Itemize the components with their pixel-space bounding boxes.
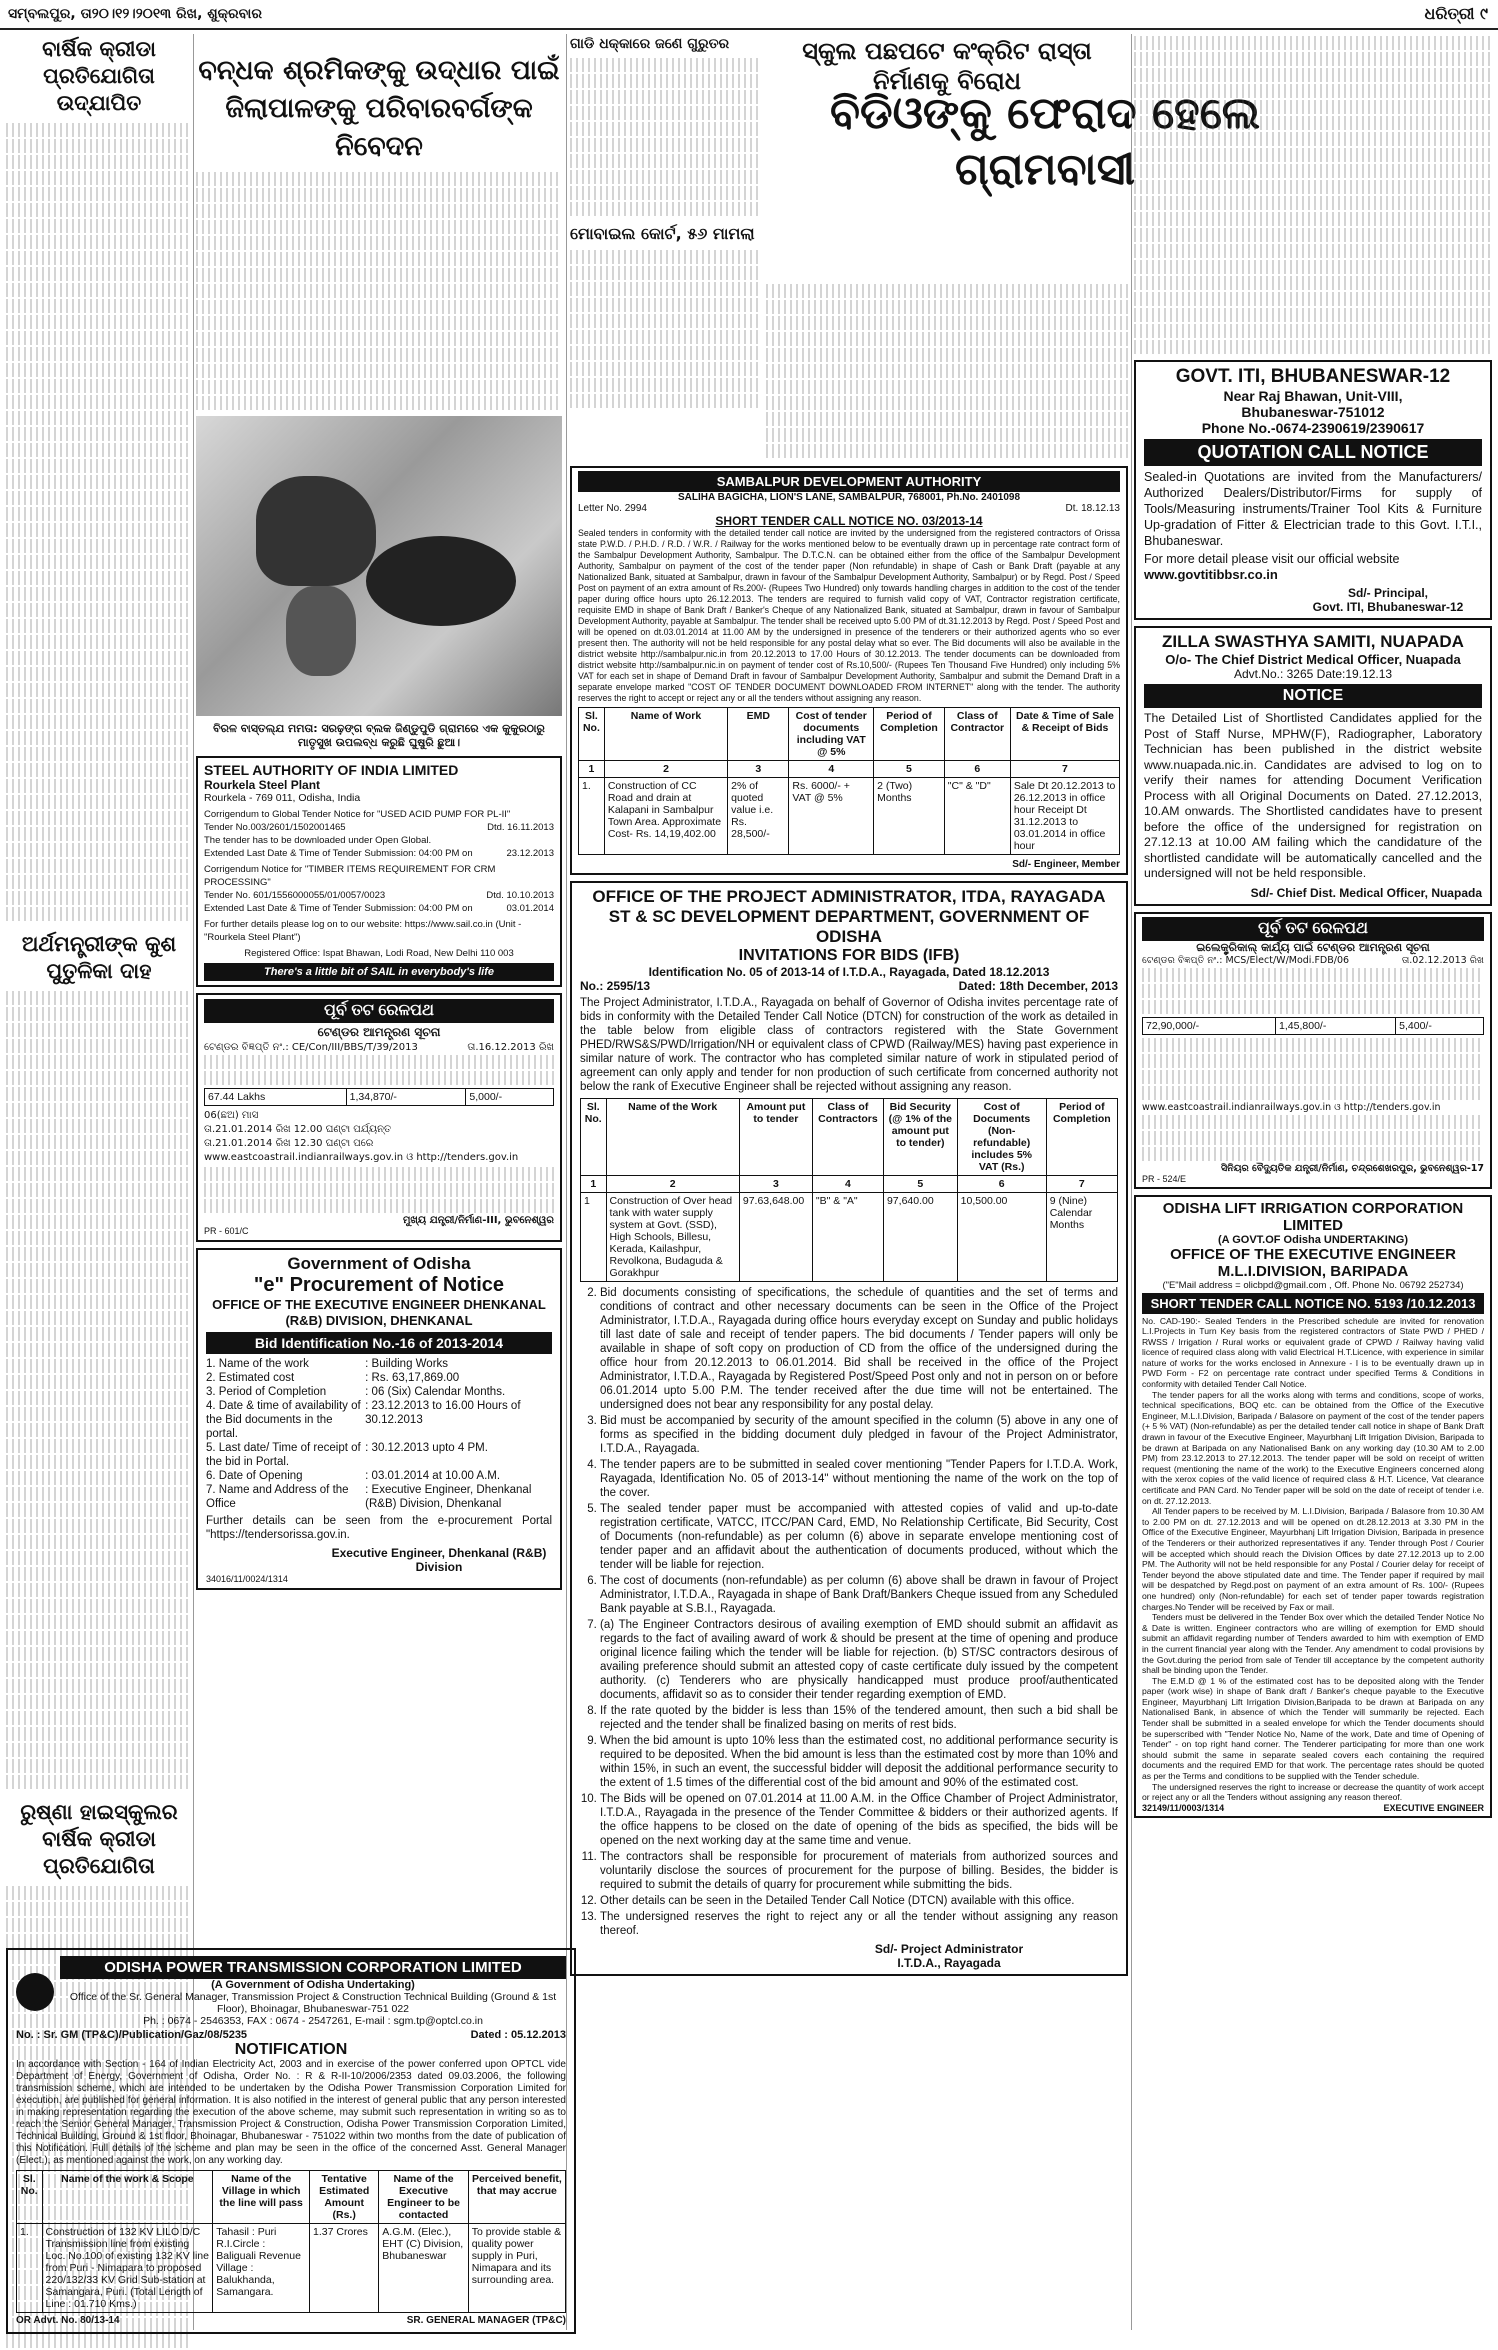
table-row — [17, 2224, 566, 2313]
olic-text-3: All Tender papers to be received by M. L.I.Division, Baripada / Balasore from 10.30 AM to 2.00 PM on dt. 27.12.2013 and will be opened on dt.28.12.2013 at 3.30 PM in the Office of the Executive Engineer, Mayurbhanj Lift Irrigation Division, Baripada in presence of the Tenderers or their authorized representatives if any. Tender through Post / Courier will be accepted which should reach the Division Offices by date 27.12.2013 up to 2.00 PM. The Authority will not be held responsible for any Postal / Courier delay for receipt of Tender beyond the above stipulated date and time. The Tender paper if required by mail will be despatched by Regd.post on payment of an extra amount of Rs. 100/- (Rupees one hundred) only (Non-refundable) for each set of tender paper towards registration charges.No Tender will be received by Fax or mail. — [1142, 1506, 1484, 1612]
table-cell: 1.37 Crores — [310, 2224, 379, 2313]
ecor2-website: www.eastcoastrail.indianrailways.gov.in ଓ http://tenders.gov.in — [1142, 1101, 1441, 1113]
table-header: Sl. No. — [17, 2171, 43, 2224]
table-column-number: 5 — [883, 1176, 957, 1193]
table-cell: Construction of CC Road and drain at Kalapani in Sambalpur Town Area. Approximate Cost- Rs. 14,19,402.00 — [604, 778, 727, 855]
detail-row — [206, 1399, 552, 1441]
table-cell: 2% of quoted value i.e. Rs. 28,500/- — [728, 778, 789, 855]
detail-row — [206, 1469, 552, 1483]
detail-value: : 06 (Six) Calendar Months. — [365, 1386, 506, 1398]
condition-item: 11. The contractors shall be responsible for procurement of materials from authorized sources and voluntarily disclose the sources of procurement for the purpose of billing. Besides, the bidder is required to submit the details of quarry for procurement while submitting the bids. — [600, 1850, 1118, 1892]
olic-subtitle: (A GOVT.OF Odisha UNDERTAKING) — [1217, 1233, 1409, 1246]
sda-title: SAMBALPUR DEVELOPMENT AUTHORITY — [578, 471, 1120, 492]
optcl-heading: NOTIFICATION — [234, 2041, 348, 2058]
condition-item: 5. The sealed tender paper must be accompanied with attested copies of valid and up-to-date registration certificate, VATCC, ITCC/PAN Card, EMD, No Relationship Certificate, Bid Security, Cost of Documents (non-refundable) as per column (6) above in separate envelope mentioning cost of tender paper and an affidavit about the authentication of documents produced, without which the tender will be liable for rejection. — [600, 1502, 1118, 1572]
detail-key: 2. Estimated cost — [206, 1372, 295, 1384]
table-column-number: 7 — [1046, 1176, 1117, 1193]
olic-text-6: The undersigned reserves the right to increase or decrease the quantity of work accept or reject any or all the Tenders without assigning any reason thereof. — [1142, 1781, 1484, 1803]
table-cell: A.G.M. (Elec.), EHT (C) Division, Bhubaneswar — [379, 2224, 468, 2313]
table-cell: Sale Dt 20.12.2013 to 26.12.2013 in office hour Receipt Dt 31.12.2013 to 03.01.2014 in office hour — [1010, 778, 1119, 855]
table-cell: 10,500.00 — [957, 1193, 1046, 1282]
itda-table — [580, 1098, 1118, 1282]
sail-tender-2: Corrigendum Notice for "TIMBER ITEMS REQUIREMENT FOR CRM PROCESSING" — [204, 864, 496, 888]
condition-item: 9. When the bid amount is upto 10% less than the estimated cost, no additional performance security is required to be deposited. When the bid amount is less than the estimated cost by more than 10% and within 15%, in such an event, the successful bidder will deposit the additional performance security to the extent of 1.5 times of the differential cost of the bid amount and 90% of the estimated cost. — [600, 1734, 1118, 1790]
ecor-notice-date: ତା.16.12.2013 ରିଖ — [467, 1042, 554, 1053]
dhenkanal-title: "e" Procurement of Notice — [253, 1274, 505, 1296]
dhenkanal-gov: Government of Odisha — [287, 1254, 471, 1273]
table-cell: 97.63,648.00 — [739, 1193, 812, 1282]
olic-office-1: OFFICE OF THE EXECUTIVE ENGINEER — [1170, 1245, 1456, 1263]
olic-contact: ("E"Mail address = olicbpd@gmail.com , Off. Phone No. 06792 252734) — [1162, 1279, 1464, 1291]
table-column-number: 5 — [874, 761, 945, 778]
ecor2-emd: 1,45,800/- — [1276, 1017, 1396, 1034]
optcl-ref: OR Advt. No. 80/13-14 — [16, 2315, 120, 2326]
ecor2-notice-no: ଟେଣ୍ଡର ବିଜ୍ଞପ୍ତି ନଂ.: MCS/Elect/W/Modi.FDB/06 — [1142, 954, 1350, 966]
zss-notice — [1134, 626, 1492, 906]
itda-dated: Dated: 18th December, 2013 — [958, 979, 1118, 993]
iti-heading: QUOTATION CALL NOTICE — [1144, 439, 1482, 466]
ecor-cost: 5,000/- — [466, 1089, 554, 1106]
itda-notice — [570, 881, 1128, 1976]
detail-value: : 30.12.2013 upto 4 PM. — [365, 1442, 488, 1454]
ecor-signatory: ମୁଖ୍ୟ ଯନ୍ତ୍ରୀ/ନିର୍ମାଣ-III, ଭୁବନେଶ୍ୱର — [402, 1215, 554, 1226]
ecor-opening: ତା.21.01.2014 ରିଖ 12.30 ଘଣ୍ଟା ପରେ — [204, 1138, 374, 1149]
ecor-subtitle: ଟେଣ୍ଡର ଆମନ୍ତ୍ରଣ ସୂଚନା — [317, 1025, 441, 1039]
optcl-notice — [6, 1948, 576, 2334]
dhenkanal-further: Further details can be seen from the e-procurement Portal "https://tendersorissa.gov.in. — [206, 1515, 552, 1541]
detail-row — [206, 1371, 552, 1385]
table-cell: 97,640.00 — [883, 1193, 957, 1282]
table-cell: 1. — [579, 778, 605, 855]
itda-department: ST & SC DEVELOPMENT DEPARTMENT, GOVERNMENT OF ODISHA — [608, 907, 1090, 946]
table-column-number: 4 — [789, 761, 874, 778]
sail-unit: Rourkela Steel Plant — [204, 778, 321, 792]
zss-text: The Detailed List of Shortlisted Candidates applied for the Post of Staff Nurse, MPHW(F), Radiographer, Laboratory Technician has been published in the district website www.nuapada.nic.in. Candidates are advised to log on to verify their names for attending Document Verification Process with all Original Documents on Dated. 27.12.2013, 10.AM onwards. The Shortlisted candidates have to present before the office of the undersigned for registration on 27.12.13 at 10.00 AM failing which the candidature of the shortlisted candidate will be automatically cancelled and the undersigned will not be held responsible. — [1144, 711, 1482, 880]
iti-address-2: Bhubaneswar-751012 — [1241, 404, 1385, 420]
zss-signatory: Sd/- Chief Dist. Medical Officer, Nuapada — [1250, 885, 1482, 900]
table-header: Sl. No. — [581, 1099, 607, 1176]
table-header: Bid Security (@ 1% of the amount put to tender) — [883, 1099, 957, 1176]
optcl-text: In accordance with Section - 164 of Indian Electricity Act, 2003 and in exercise of the power conferred upon OPTCL vide Department of Energy, Government of Odisha, Order No. : R & R-II-10/2006/2353 dated 09.03.2006, the following transmission scheme, which are intended to be undertaken by the Odisha Power Transmission Corporation Limited for execution, are published for general information. It is also notified in the interest of general public that any person interested in making representation regarding the execution of the above scheme, may submit such representation in writing so as to reach the Senior General Manager, Transmission Project & Construction, Odisha Power Transmission Corporation Limited, Technical Building, Ground & 1st floor, Bhoinagar, Bhubaneswar - 751022 within two months from the date of publication of this Notification. Full details of the scheme and plan may be seen in the office of the concerned Asst. General Manager (Elect.), as mentioned against the work, on any working day. — [16, 2059, 566, 2166]
sda-notice — [570, 466, 1128, 875]
condition-item: 8. If the rate quoted by the bidder is less than 15% of the tendered amount, then such a bid shall be rejected and the tender shall be finalized basing on merits of rest bids. — [600, 1704, 1118, 1732]
table-column-number: 4 — [812, 1176, 883, 1193]
table-cell: Rs. 6000/- + VAT @ 5% — [789, 778, 874, 855]
dog-figure — [256, 476, 376, 586]
iti-title: GOVT. ITI, BHUBANESWAR-12 — [1175, 366, 1451, 387]
sail-title: STEEL AUTHORITY OF INDIA LIMITED — [204, 762, 459, 778]
detail-row — [206, 1483, 552, 1511]
table-header: Name of Work — [604, 708, 727, 761]
itda-office: I.T.D.A., Rayagada — [897, 1956, 1001, 1970]
optcl-date: Dated : 05.12.2013 — [470, 2029, 566, 2041]
news-body — [6, 991, 192, 1789]
detail-row — [206, 1357, 552, 1371]
table-column-number: 7 — [1010, 761, 1119, 778]
olic-notice — [1134, 1195, 1492, 1818]
news-body — [6, 123, 192, 921]
table-column-number: 1 — [579, 761, 605, 778]
detail-key: 4. Date & time of availability of the Bid documents in the portal. — [206, 1400, 361, 1440]
zss-subtitle: O/o- The Chief District Medical Officer, Nuapada — [1165, 652, 1461, 667]
dhenkanal-details — [206, 1357, 552, 1511]
condition-item: 7. (a) The Engineer Contractors desirous of availing exemption of EMD should submit an affidavit as regards to the fact of availing award of work & should be present at the time of opening and produce original licence failing which the tender will be liable for rejection. (b) ST/SC contractors desirous of availing preference should submit an attested copy of caste certificate duly issued by the competent authority. (c) Tenderers who are physically handicapped must produce proof/authenticated documents, affidavit so as to consider their tender regarding exemption of EMD. — [600, 1618, 1118, 1702]
itda-conditions — [580, 1286, 1118, 1938]
table-column-number: 6 — [944, 761, 1010, 778]
column-rule — [1131, 34, 1132, 2330]
detail-key: 5. Last date/ Time of receipt of the bid in Portal. — [206, 1442, 361, 1468]
table-header: Name of the Executive Engineer to be contacted — [379, 2171, 468, 2224]
detail-value: : Executive Engineer, Dhenkanal (R&B) Division, Dhenkanal — [365, 1484, 532, 1510]
olic-title: ODISHA LIFT IRRIGATION CORPORATION LIMITED — [1162, 1199, 1464, 1234]
detail-key: 6. Date of Opening — [206, 1470, 303, 1482]
detail-key: 1. Name of the work — [206, 1358, 309, 1370]
zss-heading: NOTICE — [1144, 684, 1482, 708]
ecor-pr-no: PR - 601/C — [204, 1226, 249, 1236]
ecor-period: 06(ଛଅ) ମାସ — [204, 1110, 259, 1121]
sda-text: Sealed tenders in conformity with the detailed tender call notice are invited by the undersigned from the registered contractors of Orissa state P.W.D. / P.H.D. / R.D. / W.R. / Railway for the works mentioned below to be eventually drawn up in percentage rate contract form of the Sambalpur Development Authority, Sambalpur. The D.T.C.N. can be obtained either from the office of the Sambalpur Development Authority, Sambalpur on payment of the cost of the tender paper (Non refundable) in shape of Cash or Bank Draft (payable at any Nationalized Bank, situated at Sambalpur, drawn in favour of the Sambalpur Development Authority, Sambalpur) or by Regd. Post / Speed Post on payment of an extra amount of Rs.200/- (Rupees Two Hundred) only towards handling charges in addition to the cost of the tender paper during office hours upto 26.12.2013. The tenders are required to furnish valid copy of VAT, Contractor registration certificate, requisite EMD in shape of Bank Draft / Banker's Cheque of any Nationalized Bank, situated at Sambalpur, drawn in favour of Sambalpur Development Authority, payable at Sambalpur. The tender shall be received upto 5.00 PM of dt.31.12.2013 by Regd. Post / Speed Post and will be opened on dt.03.01.2014 at 11.00 AM by the undersigned in presence of the tenderers or their authorized agents who so ever present then. The authority will not be held responsible for any postal delay what so ever. The Bid documents will also be available in the district website http://sambalpur.nic.in from 20.12.2013 to 17.00 Hours of 30.12.2013. The tender documents can be downloaded from district website http://sambalpur.nic.in on payment of tender cost of Rs.10,500/- (Rupees Ten Thousand Five Hundred) only including 5% VAT for each set in shape of Demand Draft in favour of Sambalpur Development Authority, Sambalpur and submit the Demand Draft in a separate envelope marked "COST OF TENDER DOCUMENT DOWNLOADED FROM INTERNET" along with the tender. The authority reserves the right to accept or reject any or all the tenders without assigning any reason. — [578, 528, 1121, 703]
detail-row — [206, 1385, 552, 1399]
table-column-number: 1 — [581, 1176, 607, 1193]
dhenkanal-bid-id: Bid Identification No.-16 of 2013-2014 — [206, 1332, 552, 1354]
ecor-website: www.eastcoastrail.indianrailways.gov.in ଓ http://tenders.gov.in — [204, 1152, 519, 1163]
sail-tender-2-deadline: Extended Last Date & Time of Tender Submission: 04:00 PM on — [204, 903, 473, 914]
dhenkanal-signatory: Executive Engineer, Dhenkanal (R&B) Division — [331, 1546, 547, 1574]
table-header: Period of Completion — [1046, 1099, 1117, 1176]
sail-tender-2-deadline-date: 03.01.2014 — [506, 903, 554, 914]
sail-tender-1-deadline-date: 23.12.2013 — [506, 848, 554, 859]
olic-heading: SHORT TENDER CALL NOTICE NO. 5193 /10.12.2013 — [1142, 1293, 1484, 1314]
olic-text-2: The tender papers for all the works along with terms and conditions, scope of works, technical specifications, BOQ etc. can be obtained from the Office of the Executive Engineer, M.L.I.Division, Baripada / Balasore on payment of the cost of the tender papers (+ 5 % VAT) (Non-refundable) as per the detailed tender call notice in shape of Bank Draft drawn in favour of the Executive Engineer, Mayurbhanj Lift Irrigation Division, Baripada to be drawn at Baripada on any Nationalised Bank on any working day (10.30 AM to 2.00 PM) from 23.12.2013 to 27.12.2013. The tender paper will be sold on receipt of written request (mentioning the name of the work) to the Executive Engineers concerned along with the xerox copies of the valid licence of required class & H.T. Licence, Vat clearance certificate and PAN Card. No Tender paper will be sold on the date of receipt of tender i.e. on dt. 27.12.2013. — [1142, 1389, 1484, 1506]
itda-no: No.: 2595/13 — [580, 979, 651, 993]
sda-letter-no: Letter No. 2994 — [578, 503, 647, 514]
table-header: Class of Contractors — [812, 1099, 883, 1176]
news-headline: ରୁଷ୍ଣା ହାଇସ୍କୁଲର ବାର୍ଷିକ କ୍ରୀଡା ପ୍ରତିଯୋଗିତା — [20, 1800, 178, 1878]
iti-website: www.govtitibbsr.co.in — [1144, 567, 1278, 582]
optcl-logo — [16, 1973, 54, 2011]
itda-identification: Identification No. 05 of 2013-14 of I.T.D.A., Rayagada, Dated 18.12.2013 — [648, 965, 1050, 979]
condition-item: 4. The tender papers are to be submitted in sealed cover mentioning "Tender Papers for I.T.D.A. Work, Rayagada, Identification No. 05 of 2013-14" without mentioning the name of the work on the top of the cover. — [600, 1458, 1118, 1500]
table-cell: 2 (Two) Months — [874, 778, 945, 855]
ecor-emd: 1,34,870/- — [346, 1089, 466, 1106]
detail-row — [206, 1441, 552, 1469]
iti-more: For more detail please visit our official website — [1144, 552, 1400, 566]
sail-tender-1: Corrigendum to Global Tender Notice for "USED ACID PUMP FOR PL-II" — [204, 809, 511, 820]
table-cell: Tahasil : Puri R.I.Circle : Baliguali Revenue Village : Balukhanda, Samangara. — [213, 2224, 310, 2313]
table-header: Name of the Village in which the line will pass — [213, 2171, 310, 2224]
table-cell: Construction of 132 KV LILO D/C Transmission line from existing Loc. No.100 of existing 132 KV line from Puri - Nimapara to proposed 220/132/33 KV Grid Sub-station at Samangara, Puri. (Total Length of Line : 01.710 Kms.) — [42, 2224, 213, 2313]
sda-address: SALIHA BAGICHA, LION'S LANE, SAMBALPUR, 768001, Ph.No. 2401098 — [677, 492, 1021, 503]
optcl-title: ODISHA POWER TRANSMISSION CORPORATION LIMITED — [60, 1956, 566, 1979]
sail-tender-1-date: Dtd. 16.11.2013 — [487, 822, 554, 833]
itda-ifb: INVITATIONS FOR BIDS (IFB) — [738, 947, 960, 964]
table-header: Name of the work & Scope — [42, 2171, 213, 2224]
iti-notice — [1134, 360, 1492, 620]
dhenkanal-office: OFFICE OF THE EXECUTIVE ENGINEER DHENKANAL (R&B) DIVISION, DHENKANAL — [212, 1297, 546, 1328]
news-headline: ବାର୍ଷିକ କ୍ରୀଡା ପ୍ରତିଯୋଗିତା ଉଦ୍ଯାପିତ — [42, 37, 156, 115]
dhenkanal-ref: 34016/11/0024/1314 — [206, 1574, 288, 1584]
table-column-number: 2 — [606, 1176, 739, 1193]
sail-ad — [196, 756, 562, 987]
table-cell: 1. — [17, 2224, 43, 2313]
ecor2-pr-no: PR - 524/E — [1142, 1173, 1187, 1184]
column-2 — [196, 34, 562, 1596]
ecor2-signatory: ସିନିୟର ବୈଦ୍ୟୁତିକ ଯନ୍ତ୍ରୀ/ନିର୍ମାଣ, ଚନ୍ଦ୍ରଶେଖରପୁର, ଭୁବନେଶ୍ୱର-17 — [1220, 1162, 1484, 1174]
table-column-number: 6 — [957, 1176, 1046, 1193]
itda-signatory: Sd/- Project Administrator — [874, 1942, 1024, 1956]
photo-caption: ବିରଳ ବାସ୍ତଲ୍ଯ ମମତା: ସରଢ଼ଙ୍ଗ ବ୍ଲକ ଜିଣ୍ଡୁପୁଡି ଗ୍ରାମରେ ଏକ କୁକୁରଠାରୁ ମାତୃସୁଖ ଉପଲବ୍ଧ କରୁଛି ଘୁଷୁରି ଛୁଆ। — [213, 722, 545, 749]
sda-heading: SHORT TENDER CALL NOTICE NO. 03/2013-14 — [715, 514, 983, 528]
olic-text-4: Tenders must be delivered in the Tender Box over which the detailed Tender Notice No & Date is written. Engineer contractors who are willing of exemption for EMD should submit an affidavit regarding number of Tenders awarded to him with exemption of EMD in the current financial year along with the Tender. Any amendment to codal provisions by the Govt.during the period from sale of Tender till acceptance by the competent authority shall be binding upon the Tender. — [1142, 1612, 1484, 1676]
sail-address: Rourkela - 769 011, Odisha, India — [204, 792, 361, 804]
sda-table — [578, 707, 1120, 855]
detail-key: 3. Period of Completion — [206, 1386, 327, 1398]
sail-tender-1-no: Tender No.003/2601/1502001465 — [204, 822, 346, 833]
ecor-closing: ତା.21.01.2014 ରିଖ 12.00 ଘଣ୍ଟା ପର୍ଯ୍ୟନ୍ତ — [204, 1124, 392, 1135]
sail-tender-1-note: The tender has to be downloaded under Open Global. — [204, 835, 432, 846]
ecor2-title: ପୂର୍ବ ତଟ ରେଳପଥ — [1142, 917, 1484, 941]
condition-item: 3. Bid must be accompanied by security of the amount specified in the column (5) above in any one of forms as specified in the bidding document duly pledged in favour of the Project Administrator, I.T.D.A., Rayagada. — [600, 1414, 1118, 1456]
ecor-amount: 67.44 Lakhs — [205, 1089, 347, 1106]
iti-signatory: Sd/- Principal, — [1347, 586, 1428, 600]
detail-value: : Rs. 63,17,869.00 — [365, 1372, 460, 1384]
sda-date: Dt. 18.12.13 — [1065, 503, 1120, 514]
dhenkanal-notice — [196, 1248, 562, 1590]
table-header: Date & Time of Sale & Receipt of Bids — [1010, 708, 1119, 761]
detail-value: : 23.12.2013 to 16.00 Hours of 30.12.2013 — [365, 1400, 521, 1426]
iti-office: Govt. ITI, Bhubaneswar-12 — [1312, 600, 1464, 614]
news-photo — [196, 416, 562, 716]
sail-tender-1-deadline: Extended Last Date & Time of Tender Submission: 04:00 PM on — [204, 848, 473, 859]
condition-item: 2. Bid documents consisting of specifications, the schedule of quantities and the set of terms and conditions of contract and other necessary documents can be seen in the Office of the Project Administrator, I.T.D.A., Rayagada during office hours everyday except on Sunday and public holidays till last date of sale and receipt of tender papers. The bid documents / Tender papers will only be available in shape of soft copy on production of CD from the office of the undersigned during the office hour from 20.12.2013 to 06.01.2014. Bid shall be received in the office of the Project Administrator, I.T.D.A., Rayagada by Registered Post/Speed Post only and not in person on or before 06.01.2014 upto 5.00 P.M. The tender received after the due time will not be entertained. The undersigned does not bear any responsibility for any postal delay. — [600, 1286, 1118, 1412]
table-header: Cost of tender documents including VAT @ 5% — [789, 708, 874, 761]
sail-website-note: For further details please log on to our website: https://www.sail.co.in (Unit - "Rourkela Steel Plant") — [204, 919, 522, 943]
table-header: Sl. No. — [579, 708, 605, 761]
dateline: ସମ୍ବଲପୁର, ତା୨୦।୧୨।୨୦୧୩ ରିଖ, ଶୁକ୍ରବାର — [8, 6, 262, 22]
news-body — [196, 172, 562, 410]
zss-title: ZILLA SWASTHYA SAMITI, NUAPADA — [1162, 632, 1464, 651]
detail-value: : 03.01.2014 at 10.00 A.M. — [365, 1470, 501, 1482]
detail-key: 7. Name and Address of the Office — [206, 1484, 349, 1510]
table-cell: 9 (Nine) Calendar Months — [1046, 1193, 1117, 1282]
table-cell: "C" & "D" — [944, 778, 1010, 855]
table-column-number: 3 — [728, 761, 789, 778]
table-cell: To provide stable & quality power supply in Puri, Nimapara and its surrounding area. — [468, 2224, 565, 2313]
olic-text-1: No. CAD-190:- Sealed Tenders in the Prescribed schedule are invited for renovation L.I.Projects in Turn Key basis from the registered contractors of State PWD / PHED / RWSS / Irrigation / Rural works or equivalent grade of CPWD / Railway having valid licence of required class along with valid Electrical H.T.Licence, with experience in similar nature of works for the works enclosed in Annexure - I is to be eventually drawn up in PWD Form - F2 on percentage rate contract under specified Terms & Conditions in conformity with detailed Tender Call Notice. — [1142, 1315, 1484, 1390]
olic-office-2: M.L.I.DIVISION, BARIPADA — [1217, 1262, 1409, 1280]
iti-phone: Phone No.-0674-2390619/2390617 — [1201, 420, 1425, 436]
table-header: EMD — [728, 708, 789, 761]
sda-signatory: Sd/- Engineer, Member — [1012, 859, 1120, 870]
olic-ref: 32149/11/0003/1314 — [1142, 1802, 1225, 1813]
table-header: Cost of Documents (Non-refundable) includes 5% VAT (Rs.) — [957, 1099, 1046, 1176]
page-number: ଧରିତ୍ରୀ ୯ — [1424, 4, 1488, 23]
optcl-signatory: SR. GENERAL MANAGER (TP&C) — [406, 2315, 566, 2326]
sail-tender-2-date: Dtd. 10.10.2013 — [486, 890, 554, 901]
optcl-no: No. : Sr. GM (TP&C)/Publication/Gaz/08/5235 — [16, 2029, 248, 2041]
itda-intro: The Project Administrator, I.T.D.A., Rayagada on behalf of Governor of Odisha invites percentage rate of bids in conformity with the Detailed Tender Call Notice (DTCN) for construction of the work as detailed in the table below from eligible class of contractors registered with the State Government PHED/RWS&S/PWD/Irrigation/NH or equivalent class of CPWD (Railway/MES) having past experience in similar nature of work. The contractor who has completed similar nature of work in stipulated period of agreement can only apply and tender for non production of such certificate from concerned authority not below the rank of Executive Engineer shall be rejected without assigning any reason. — [580, 997, 1118, 1093]
olic-signatory: EXECUTIVE ENGINEER — [1383, 1802, 1484, 1813]
optcl-table — [16, 2170, 566, 2313]
column-4 — [1134, 34, 1492, 1824]
ecor-notice-no: ଟେଣ୍ଡର ବିଜ୍ଞପ୍ତି ନଂ.: CE/Con/III/BBS/T/39/2013 — [204, 1042, 418, 1053]
ecor2-cost: 5,400/- — [1396, 1017, 1484, 1034]
news-headline: ସ୍କୁଲ ପଛପଟେ କଂକ୍ରିଟ ରାସ୍ତା ନିର୍ମାଣକୁ ବିରୋଧ — [802, 37, 1092, 95]
ecor2-notice-date: ତା.02.12.2013 ରିଖ — [1401, 954, 1484, 966]
condition-item: 13. The undersigned reserves the right to reject any or all the tender without assigning any reason thereof. — [600, 1910, 1118, 1938]
condition-item: 10. The Bids will be opened on 07.01.2014 at 11.00 A.M. in the Office Chamber of Project Administrator, I.T.D.A., Rayagada in the presence of the Tender Committee & bidders or their authorized agents. If the office happens to be closed on the date of opening of the bids as specified, the bids will be opened on the next working day at the same time and venue. — [600, 1792, 1118, 1848]
detail-value: : Building Works — [365, 1358, 449, 1370]
ecor2-amount: 72,90,000/- — [1143, 1017, 1276, 1034]
olic-text-5: The E.M.D @ 1 % of the estimated cost has to be deposited along with the Tender paper (work wise) in shape of Bank draft / Banker's cheque payable to the Executive Engineer, Mayurbhanj Lift Irrigation Division,Baripada to be drawn at Baripada on any Nationalised Bank, in absence of which the Tender will summarily be rejected. Each Tender shall be submitted in a sealed envelope for which the Tender documents should be superscribed with "Tender Notice No, Name of the work, Date and time of Opening of Tender" - on top right hand corner. The Tenderer participating for more than one work should submit the same in separate sealed covers each containing the required documents and the required EMD for that work. The percentage rates should be quoted as per the Terms and conditions to be supplied with the Tender schedule. — [1142, 1675, 1484, 1782]
condition-item: 6. The cost of documents (non-refundable) as per column (6) above shall be drawn in favour of Project Administrator, I.T.D.A., Rayagada in shape of Bank Draft/Bankers Cheque issued from any Scheduled Bank payable at S.B.I., Rayagada. — [600, 1574, 1118, 1616]
dog-figure — [286, 586, 356, 676]
page-header — [0, 0, 1498, 30]
table-header: Amount put to tender — [739, 1099, 812, 1176]
ecor-tender-ad — [196, 993, 562, 1242]
news-headline: ମୋବାଇଲ କୋର୍ଟ, ୫୬ ମାମଲା — [570, 224, 755, 243]
optcl-office: Office of the Sr. General Manager, Transmission Project & Construction Technical Building (Ground & 1st Floor), Bhoinagar, Bhubaneswar-751 022 — [69, 1991, 557, 2015]
table-cell: "B" & "A" — [812, 1193, 883, 1282]
table-cell: 1 — [581, 1193, 607, 1282]
ecor2-subtitle: ଇଲେକ୍ଟ୍ରିକାଲ୍ କାର୍ଯ୍ୟ ପାଇଁ ଟେଣ୍ଡର ଆମନ୍ତ୍ରଣ ସୂଚନା — [1196, 940, 1430, 954]
news-headline: ଗାଡି ଧକ୍କାରେ ଜଣେ ଗୁରୁତର — [570, 36, 730, 52]
table-header: Name of the Work — [606, 1099, 739, 1176]
iti-text: Sealed-in Quotations are invited from the Manufacturers/ Authorized Dealers/Distributor/Firms for supply of Tools/Measuring instruments/Trainer Tool Kits & Furniture Up-gradation of Fitter & Electrician trade to this Govt. I.T.I., Bhubaneswar. — [1144, 470, 1482, 548]
optcl-subtitle: (A Government of Odisha Undertaking) — [211, 1979, 415, 1991]
iti-address-1: Near Raj Bhawan, Unit-VIII, — [1223, 388, 1403, 404]
table-cell: Construction of Over head tank with water supply system at Govt. (SSD), High Schools, Billesu, Kerada, Kailashpur, Revolkona, Budaguda & Gorakhpur — [606, 1193, 739, 1282]
ecor-electrical-ad — [1134, 912, 1492, 1189]
sail-office: Registered Office: Ispat Bhawan, Lodi Road, New Delhi 110 003 — [244, 948, 514, 959]
table-header: Period of Completion — [874, 708, 945, 761]
itda-title: OFFICE OF THE PROJECT ADMINISTRATOR, ITDA, RAYAGADA — [592, 887, 1106, 906]
news-headline: ବନ୍ଧକ ଶ୍ରମିକଙ୍କୁ ଉଦ୍ଧାର ପାଇଁ ଜିଲାପାଳଙ୍କୁ ପରିବାରବର୍ଗଙ୍କ ନିବେଦନ — [198, 55, 560, 162]
zss-advt: Advt.No.: 3265 Date:19.12.13 — [1233, 667, 1393, 681]
news-headline: ଅର୍ଥମନ୍ତ୍ରୀଙ୍କ କୁଶ ପୁତୁଳିକା ଦାହ — [21, 932, 177, 983]
sail-tender-2-no: Tender No. 601/1556000055/01/0057/0023 — [204, 890, 386, 901]
table-header: Class of Contractor — [944, 708, 1010, 761]
optcl-contact: Ph. : 0674 - 2546353, FAX : 0674 - 2547261, E-mail : sgm.tp@optcl.co.in — [143, 2015, 483, 2027]
table-column-number: 2 — [604, 761, 727, 778]
ecor-title: ପୂର୍ବ ତଟ ରେଳପଥ — [204, 999, 554, 1023]
condition-item: 12. Other details can be seen in the Detailed Tender Call Notice (DTCN) available with this office. — [600, 1894, 1118, 1908]
sail-tagline: There's a little bit of SAIL in everybody's life — [204, 963, 554, 981]
table-header: Perceived benefit, that may accrue — [468, 2171, 565, 2224]
piglet-figure — [366, 536, 516, 626]
table-header: Tentative Estimated Amount (Rs.) — [310, 2171, 379, 2224]
table-column-number: 3 — [739, 1176, 812, 1193]
main-headline: ବିଡିଓଙ୍କୁ ଫେରାଦ ହେଲେ ଗ୍ରାମବାସୀ — [829, 88, 1261, 195]
